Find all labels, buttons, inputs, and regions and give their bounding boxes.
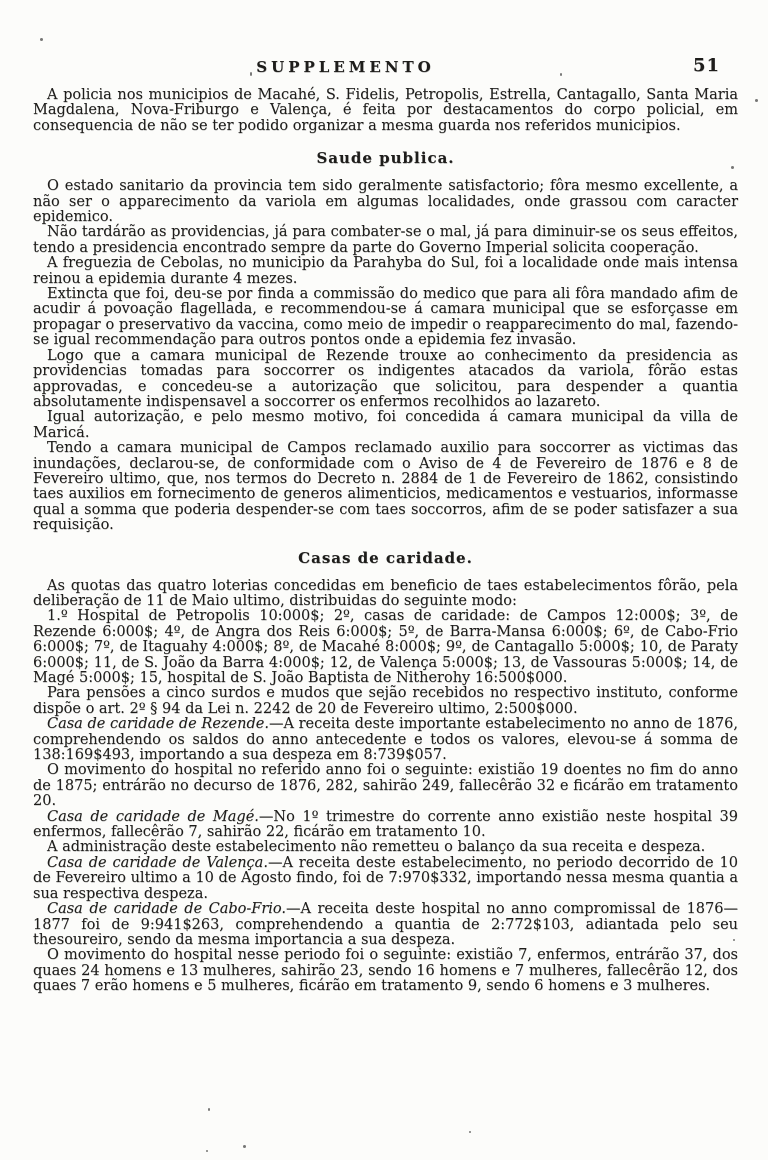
paragraph: As quotas das quatro loterias concedidas em beneficio de taes estabelecimentos fôrão, pela deliberação de 11 de Maio ultimo, distribuidas do seguinte modo: [33,577,738,609]
page-title: SUPPLEMENTO [256,58,435,76]
section-heading-saude-publica: Saude publica. [316,149,455,168]
paragraph-lead-valenca: Casa de caridade de Valença. [47,854,268,871]
paragraph: O movimento do hospital no referido anno foi o seguinte: existião 19 doentes no fim do anno de 1875; entrárão no decurso de 1876, 282, sahirão 249, fallecêrão 32 e ficárão em tratamento 20. [33,762,738,810]
scan-speck [560,73,562,76]
paragraph: Para pensões a cinco surdos e mudos que sejão recebidos no respectivo instituto, conforme dispõe o art. 2º § 94 da Lei n. 2242 de 20 de Fevereiro ultimo, 2:500$000. [33,685,738,717]
paragraph-text: —A receita deste hospital no anno compromissal de 1876—1877 foi de 9:941$263, comprehendendo a quantia de 2:772$103, adiantada pelo seu thesoureiro, sendo da mesma importancia a sua despeza. [33,901,738,948]
paragraph: A freguezia de Cebolas, no municipio da Parahyba do Sul, foi a localidade onde mais intensa reinou a epidemia durante 4 mezes. [33,255,738,287]
scan-speck [733,939,735,941]
paragraph-text: —A receita deste importante estabelecimento no anno de 1876, comprehendendo os saldos do anno antecedente e todos os valores, elevou-se á somma de 138:169$493, importando a sua despeza em 8:739$057. [33,716,738,764]
scan-speck [755,99,758,102]
scan-speck [206,1150,208,1152]
paragraph: 1.º Hospital de Petropolis 10:000$; 2º, casas de caridade: de Campos 12:000$; 3º, de Rezende 6:000$; 4º, de Angra dos Reis 6:000$; 5º, de Barra-Mansa 6:000$; 6º, de Cabo-Frio 6:000$; 7º, de Itaguahy 4:000$; 8º, de Macahé 8:000$; 9º, de Cantagallo 5:000$; 10, de Paraty 6:000$; 11, de S. João da Barra 4:000$; 12, de Valença 5:000$; 13, de Vassouras 5:000$; 14, de Magé 5:000$; 15, hospital de S. João Baptista de Nitherohy 16:500$000. [33,608,738,686]
paragraph: Logo que a camara municipal de Rezende trouxe ao conhecimento da presidencia as providencias tomadas para soccorrer os indigentes atacados da variola, fôrão estas approvadas, e concedeu-se a autorização que solicitou, para despender a quantia absolutamente indispensavel a soccorrer os enfermos recolhidos ao lazareto. [33,347,738,410]
paragraph: A administração deste estabelecimento não remetteu o balanço da sua receita e despeza. [47,839,706,856]
document-body [33,88,738,995]
page-number: 51 [692,55,720,76]
scan-speck [250,72,252,76]
scan-speck [469,1131,471,1133]
paragraph [33,902,738,948]
paragraph-lead-cabo-frio: Casa de caridade de Cabo-Frio. [47,901,287,918]
paragraph [33,717,738,763]
scan-speck [243,1145,246,1148]
intro-paragraph: A policia nos municipios de Macahé, S. Fidelis, Petropolis, Estrella, Cantagallo, Santa Maria Magdalena, Nova-Friburgo e Valença, é feita por destacamentos do corpo policial, em consequencia de não se ter podido organizar a mesma guarda nos referidos municipios. [33,87,738,134]
paragraph-lead-rezende: Casa de caridade de Rezende. [47,716,269,733]
document-page [33,55,738,995]
paragraph: Igual autorização, e pelo mesmo motivo, foi concedida á camara municipal da villa de Maricá. [33,409,738,441]
scan-speck [40,38,43,41]
paragraph [33,856,738,902]
paragraph: Não tardárão as providencias, já para combater-se o mal, já para diminuir-se os seus effeitos, tendo a presidencia encontrado sempre da parte do Governo Imperial solicita cooperação. [33,224,738,256]
scan-speck [208,1108,210,1111]
paragraph: O movimento do hospital nesse periodo foi o seguinte: existião 7, enfermos, entrárão 37, dos quaes 24 homens e 13 mulheres, sahirão 23, sendo 16 homens e 7 mulheres, fallecêrão 12, dos quaes 7 erão homens e 5 mulheres, ficárão em tratamento 9, sendo 6 homens e 3 mulheres. [33,947,738,995]
paragraph-lead-mage: Casa de caridade de Magé. [47,808,259,825]
section-heading-casas-de-caridade: Casas de caridade. [298,548,473,567]
paragraph: Extincta que foi, deu-se por finda a commissão do medico que para ali fôra mandado afim de acudir á povoação flagellada, e recommendou-se á camara municipal que se esforçasse em propagar o preservativo da vaccina, como meio de impedir o reapparecimento do mal, fazendo-se igual recommendação para outros pontos onde a epidemia fez invasão. [33,286,738,349]
paragraph: O estado sanitario da provincia tem sido geralmente satisfactorio; fôra mesmo excellente, a não ser o apparecimento da variola em algumas localidades, onde grassou com caracter epidemico. [33,178,738,226]
paragraph-text: —A receita deste estabelecimento, no periodo decorrido de 10 de Fevereiro ultimo a 10 de Agosto findo, foi de 7:970$332, importando nessa mesma quantia a sua respectiva despeza. [33,854,738,902]
paragraph-text: —No 1º trimestre do corrente anno existião neste hospital 39 enfermos, fallecêrão 7, sahirão 22, ficárão em tratamento 10. [33,808,738,841]
paragraph: Tendo a camara municipal de Campos reclamado auxilio para soccorrer as victimas das inundações, declarou-se, de conformidade com o Aviso de 4 de Fevereiro de 1876 e 8 de Fevereiro ultimo, que, nos termos do Decreto n. 2884 de 1 de Fevereiro de 1862, consistindo taes auxilios em fornecimento de generos alimenticios, medicamentos e vestuarios, informasse qual a somma que poderia despender-se com taes soccorros, afim de se poder satisfazer a sua requisição. [33,440,738,534]
page-header [33,55,738,80]
scan-speck [731,166,734,169]
paragraph [33,810,738,841]
